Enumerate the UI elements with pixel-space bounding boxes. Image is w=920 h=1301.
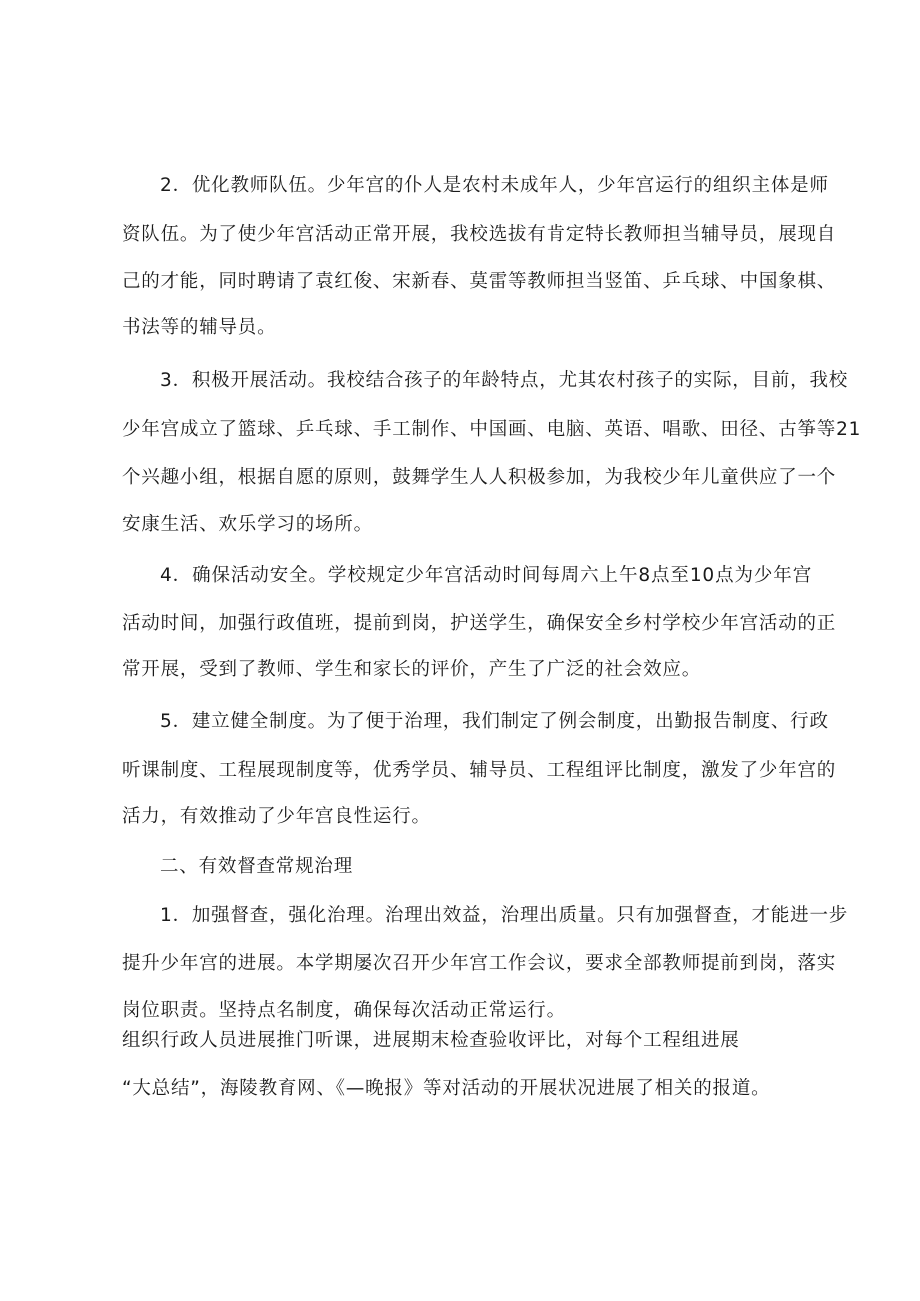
paragraph-3-line-1: 3．积极开展活动。我校结合孩子的年龄特点，尤其农村孩子的实际，目前，我校 [160, 370, 849, 391]
paragraph-3-line-3: 个兴趣小组，根据自愿的原则，鼓舞学生人人积极参加，为我校少年儿童供应了一个 [122, 467, 837, 488]
paragraph-2-line-4: 书法等的辅导员。 [122, 317, 277, 338]
paragraph-2-line-2: 资队伍。为了使少年宫活动正常开展，我校选拔有肯定特长教师担当辅导员，展现自 [122, 224, 837, 245]
paragraph-5-line-2: 听课制度、工程展现制度等，优秀学员、辅导员、工程组评比制度，激发了少年宫的 [122, 760, 837, 781]
section-paragraph-1-line-4: 组织行政人员进展推门听课，进展期末检查验收评比，对每个工程组进展 [122, 1030, 740, 1051]
paragraph-5-line-1: 5．建立健全制度。为了便于治理，我们制定了例会制度，出勤报告制度、行政 [160, 711, 829, 732]
paragraph-3-line-2: 少年宫成立了篮球、乒乓球、手工制作、中国画、电脑、英语、唱歌、田径、古筝等21 [122, 419, 862, 440]
section-paragraph-1-line-2: 提升少年宫的进展。本学期屡次召开少年宫工作会议，要求全部教师提前到岗，落实 [122, 953, 837, 974]
section-paragraph-1-line-3: 岗位职责。坚持点名制度，确保每次活动正常运行。 [122, 1000, 566, 1021]
section-paragraph-1-line-5: “大总结”，海陵教育网、《—晚报》等对活动的开展状况进展了相关的报道。 [122, 1078, 771, 1099]
section-paragraph-1-line-1: 1．加强督查，强化治理。治理出效益，治理出质量。只有加强督查，才能进一步 [160, 905, 849, 926]
paragraph-2-line-3: 己的才能，同时聘请了袁红俊、宋新春、莫雷等教师担当竖笛、乒乓球、中国象棋、 [122, 271, 837, 292]
section-heading: 二、有效督查常规治理 [160, 856, 354, 877]
paragraph-4-line-3: 常开展，受到了教师、学生和家长的评价，产生了广泛的社会效应。 [122, 659, 702, 680]
paragraph-2-line-1: 2．优化教师队伍。少年宫的仆人是农村未成年人，少年宫运行的组织主体是师 [160, 175, 829, 196]
paragraph-4-line-2: 活动时间，加强行政值班，提前到岗，护送学生，确保安全乡村学校少年宫活动的正 [122, 613, 837, 634]
paragraph-4-line-1: 4．确保活动安全。学校规定少年宫活动时间每周六上午8点至10点为少年宫 [160, 565, 812, 586]
paragraph-3-line-4: 安康生活、欢乐学习的场所。 [122, 514, 373, 535]
paragraph-5-line-3: 活力，有效推动了少年宫良性运行。 [122, 806, 431, 827]
